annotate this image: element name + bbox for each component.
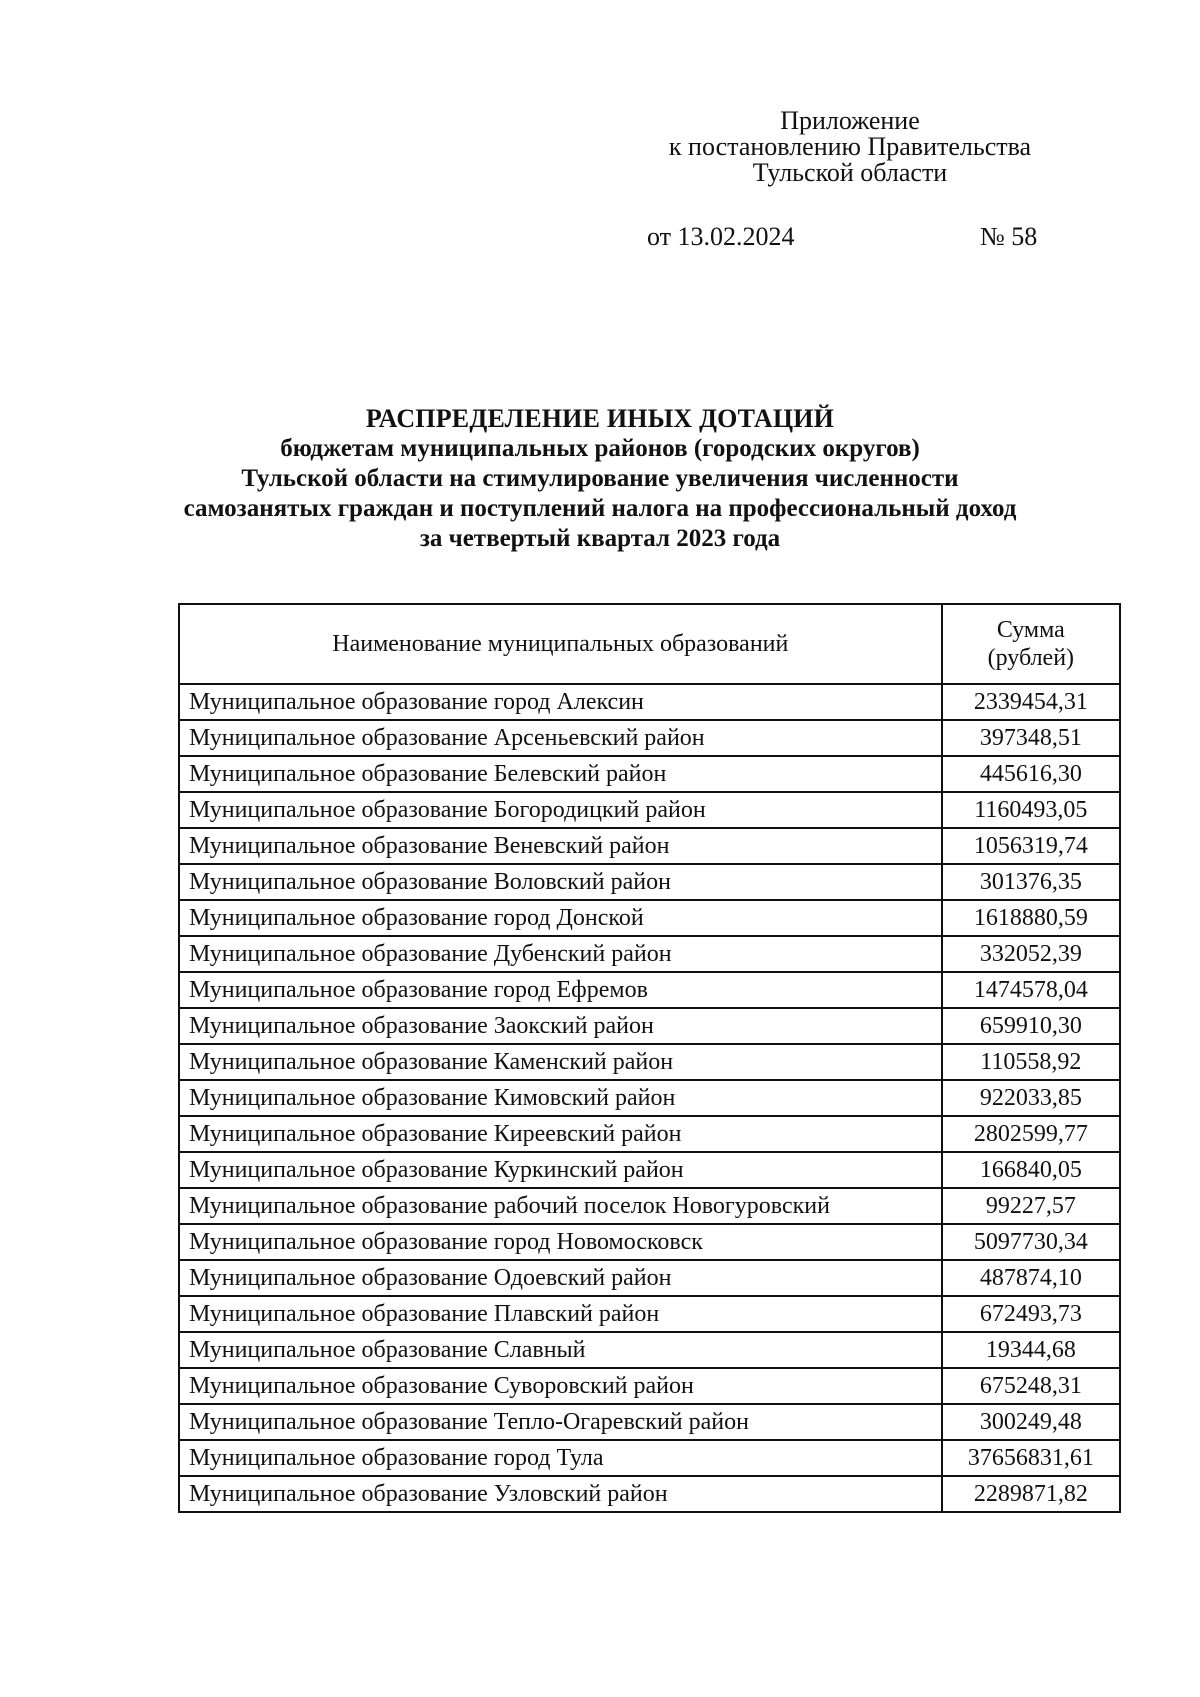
municipality-name-cell: Муниципальное образование Дубенский район (179, 936, 942, 972)
table-row (179, 684, 1120, 720)
amount-cell: 445616,30 (942, 756, 1120, 792)
appendix-line-3: Тульской области (752, 158, 948, 187)
municipality-name-cell: Муниципальное образование рабочий поселок Новогуровский (179, 1188, 942, 1224)
table-row (179, 1188, 1120, 1224)
municipality-name-cell: Муниципальное образование Узловский район (179, 1476, 942, 1512)
header-name: Наименование муниципальных образований (179, 604, 942, 684)
municipality-name-cell: Муниципальное образование город Донской (179, 900, 942, 936)
amount-cell: 1160493,05 (942, 792, 1120, 828)
table-row (179, 1440, 1120, 1476)
appendix-header (600, 108, 1100, 186)
municipality-name-cell: Муниципальное образование Плавский район (179, 1296, 942, 1332)
table-row (179, 936, 1120, 972)
municipality-name-cell: Муниципальное образование Каменский район (179, 1044, 942, 1080)
municipality-name-cell: Муниципальное образование город Ефремов (179, 972, 942, 1008)
table-row (179, 1260, 1120, 1296)
title-line-1: РАСПРЕДЕЛЕНИЕ ИНЫХ ДОТАЦИЙ (365, 404, 835, 433)
municipality-name-cell: Муниципальное образование город Алексин (179, 684, 942, 720)
municipality-name-cell: Муниципальное образование Куркинский район (179, 1152, 942, 1188)
title-line-5: за четвертый квартал 2023 года (419, 525, 781, 552)
amount-cell: 2802599,77 (942, 1116, 1120, 1152)
table-body (179, 684, 1120, 1512)
table-row (179, 1152, 1120, 1188)
title-line-4: самозанятых граждан и поступлений налога на профессиональный доход (183, 495, 1017, 522)
table-row (179, 792, 1120, 828)
header-amount-line-2: (рублей) (987, 645, 1075, 671)
amount-cell: 1056319,74 (942, 828, 1120, 864)
amount-cell: 99227,57 (942, 1188, 1120, 1224)
amount-cell: 301376,35 (942, 864, 1120, 900)
municipality-name-cell: Муниципальное образование Суворовский район (179, 1368, 942, 1404)
municipality-name-cell: Муниципальное образование Заокский район (179, 1008, 942, 1044)
table-row (179, 1368, 1120, 1404)
amount-cell: 166840,05 (942, 1152, 1120, 1188)
header-amount (942, 604, 1120, 684)
amount-cell: 675248,31 (942, 1368, 1120, 1404)
amount-cell: 332052,39 (942, 936, 1120, 972)
table-row (179, 1080, 1120, 1116)
municipality-name-cell: Муниципальное образование Одоевский район (179, 1260, 942, 1296)
table-row (179, 1224, 1120, 1260)
amount-cell: 487874,10 (942, 1260, 1120, 1296)
municipality-name-cell: Муниципальное образование Кимовский район (179, 1080, 942, 1116)
table-row (179, 1476, 1120, 1512)
table-row (179, 1008, 1120, 1044)
municipality-name-cell: Муниципальное образование Киреевский район (179, 1116, 942, 1152)
decree-date: от 13.02.2024 (647, 222, 795, 251)
document-title (100, 404, 1100, 554)
appendix-line-1: Приложение (780, 106, 920, 135)
table-row (179, 900, 1120, 936)
table-row (179, 1404, 1120, 1440)
amount-cell: 5097730,34 (942, 1224, 1120, 1260)
amount-cell: 672493,73 (942, 1296, 1120, 1332)
table-row (179, 1116, 1120, 1152)
amount-cell: 37656831,61 (942, 1440, 1120, 1476)
municipality-name-cell: Муниципальное образование Арсеньевский район (179, 720, 942, 756)
table-row (179, 864, 1120, 900)
amount-cell: 110558,92 (942, 1044, 1120, 1080)
amount-cell: 659910,30 (942, 1008, 1120, 1044)
appendix-line-2: к постановлению Правительства (668, 132, 1032, 161)
table-row (179, 1044, 1120, 1080)
municipality-name-cell: Муниципальное образование Воловский район (179, 864, 942, 900)
amount-cell: 19344,68 (942, 1332, 1120, 1368)
table-row (179, 1296, 1120, 1332)
table-header-row (179, 604, 1120, 684)
allocation-table (178, 603, 1121, 1513)
amount-cell: 1618880,59 (942, 900, 1120, 936)
amount-cell: 2339454,31 (942, 684, 1120, 720)
municipality-name-cell: Муниципальное образование Веневский район (179, 828, 942, 864)
municipality-name-cell: Муниципальное образование Славный (179, 1332, 942, 1368)
decree-number: № 58 (980, 222, 1038, 251)
amount-cell: 922033,85 (942, 1080, 1120, 1116)
municipality-name-cell: Муниципальное образование Богородицкий район (179, 792, 942, 828)
amount-cell: 2289871,82 (942, 1476, 1120, 1512)
table-row (179, 828, 1120, 864)
municipality-name-cell: Муниципальное образование Тепло-Огаревский район (179, 1404, 942, 1440)
table-row (179, 720, 1120, 756)
amount-cell: 397348,51 (942, 720, 1120, 756)
amount-cell: 1474578,04 (942, 972, 1120, 1008)
table-row (179, 1332, 1120, 1368)
header-amount-line-1: Сумма (996, 617, 1065, 643)
title-line-3: Тульской области на стимулирование увеличения численности (241, 465, 959, 492)
municipality-name-cell: Муниципальное образование Белевский район (179, 756, 942, 792)
municipality-name-cell: Муниципальное образование город Новомосковск (179, 1224, 942, 1260)
title-line-2: бюджетам муниципальных районов (городских округов) (280, 435, 920, 462)
table-row (179, 756, 1120, 792)
amount-cell: 300249,48 (942, 1404, 1120, 1440)
table-row (179, 972, 1120, 1008)
municipality-name-cell: Муниципальное образование город Тула (179, 1440, 942, 1476)
